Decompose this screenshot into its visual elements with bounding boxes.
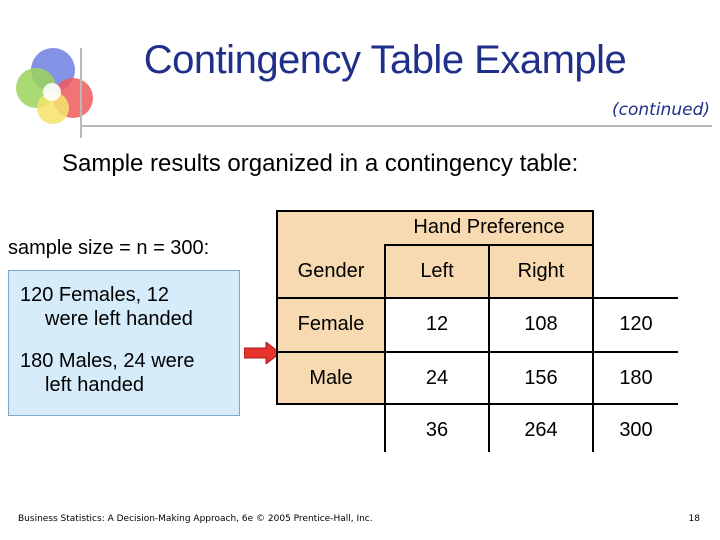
note-males: [20, 349, 195, 397]
column-header-right: Right: [517, 260, 565, 282]
note-males-line1: 180 Males, 24 were: [20, 350, 195, 372]
cell-female-total: 120: [619, 313, 653, 335]
notes-box: [8, 270, 240, 416]
cell-female-right: 108: [524, 313, 558, 335]
row-divider-1: [276, 351, 678, 353]
note-males-line2: left handed: [45, 374, 144, 396]
cell-male-left: 24: [425, 367, 449, 389]
table-header-right-border: [592, 210, 594, 298]
grand-total: 300: [619, 419, 653, 441]
cell-male-total: 180: [619, 367, 653, 389]
note-females-line1: 120 Females, 12: [20, 284, 169, 306]
total-right: 264: [524, 419, 558, 441]
group-header: Hand Preference: [413, 216, 565, 238]
row-label-male: Male: [309, 367, 353, 389]
continued-label: (continued): [612, 100, 710, 120]
header-row-divider: [276, 297, 678, 299]
sample-size-label: sample size = n = 300:: [8, 237, 210, 259]
slide-title: Contingency Table Example: [143, 38, 627, 82]
row-label-female: Female: [297, 313, 365, 335]
page-number: 18: [688, 514, 700, 524]
total-left: 36: [425, 419, 449, 441]
slide-subtitle: Sample results organized in a contingency table:: [62, 150, 579, 177]
arrow-right-icon: [244, 342, 280, 364]
table-top-border: [276, 210, 594, 212]
row-divider-2: [276, 403, 678, 405]
column-header-gender: Gender: [297, 260, 365, 282]
note-females-line2: were left handed: [45, 308, 193, 330]
cell-male-right: 156: [524, 367, 558, 389]
footer-citation: Business Statistics: A Decision-Making Approach, 6e © 2005 Prentice-Hall, Inc.: [18, 514, 373, 524]
cell-female-left: 12: [425, 313, 449, 335]
note-females: [20, 283, 193, 331]
column-header-left: Left: [420, 260, 454, 282]
header-horizontal-rule: [80, 125, 712, 127]
